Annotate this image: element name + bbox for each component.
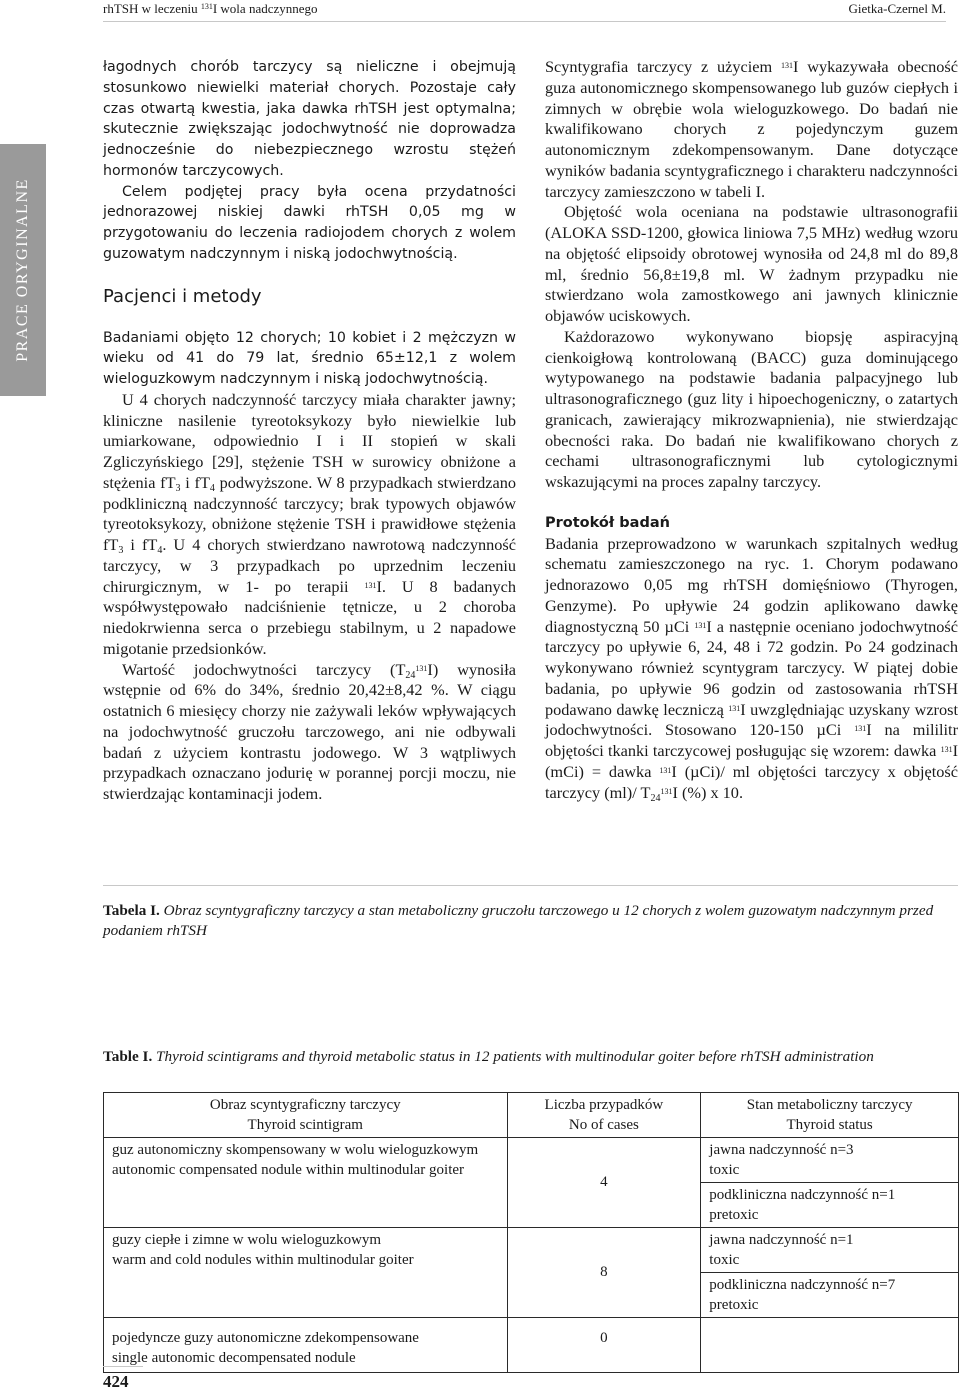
section-side-tab-label: PRACE ORYGINALNE: [14, 178, 31, 362]
text-run: Scyntygrafia tarczycy z użyciem: [545, 57, 781, 76]
scintigram-cell: [104, 1228, 508, 1318]
superscript: 131: [694, 620, 707, 630]
intro-paragraph-2: Celem podjętej pracy była ocena przydatności jednorazowej niskiej dawki rhTSH 0,05 mg w przygotowaniu do leczenia radiojodem chorych z wolem guzowatym nadczynnym i niską jodochwytnością.: [103, 183, 516, 262]
uptake-paragraph: [103, 660, 516, 805]
status-pl: jawna nadczynność n=1: [709, 1232, 854, 1248]
table-caption-en-text: Thyroid scintigrams and thyroid metabolic status in 12 patients with multinodular goiter before rhTSH administration: [156, 1048, 874, 1065]
patients-paragraph: Badaniami objęto 12 chorych; 10 kobiet i 2 mężczyzn w wieku od 41 do 79 lat, średnio 65±12,1 z wolem wieloguzkowym nadczynnym i niską jodochwytnością.: [103, 329, 516, 387]
section-side-tab: [0, 144, 46, 396]
table-caption-pl-text: Obraz scyntygraficzny tarczycy a stan metaboliczny gruczołu tarczowego u 12 chorych z wolem guzowatym nadczynnym przed podaniem rhTSH: [103, 902, 934, 939]
text-run: Badania przeprowadzono w warunkach szpitalnych według schematu zamieszczonego na ryc. 1. Chorym podawano jednorazowo 0,05 mg rhTSH domięśniowo (Thyrogen, Genzyme). Po upływie 24 godzin aplikowano dawkę diagnostyczną 50 µCi: [545, 533, 958, 636]
text-run: Wartość jodochwytności tarczycy (T: [122, 659, 406, 679]
table-caption-en-label: Table I.: [103, 1048, 153, 1065]
text-run: I wykazywała obecność guza autonomicznego skompensowanego lub guzów ciepłych i zimnych w obrębie wola wieloguzkowego. Do badań nie kwalifikowano chorych z pojedynczym guzem autonomicznym zdekompensowanym. Dane dotyczące wyników badania scyntygraficznego i charakteru nadczynności tarczycy zamieszczono w tabeli I.: [545, 57, 958, 201]
status-en: toxic: [709, 1162, 740, 1178]
table-caption-en: [103, 1047, 943, 1067]
table-row: [104, 1318, 959, 1373]
superscript: 131: [780, 61, 793, 70]
status-entry: [701, 1228, 958, 1272]
scintigram-pl: guzy ciepłe i zimne w wolu wieloguzkowym: [112, 1232, 382, 1248]
scintigram-en: warm and cold nodules within multinodular goiter: [112, 1252, 414, 1268]
table-header-row: [104, 1093, 959, 1138]
text-run: i fT: [180, 472, 210, 492]
superscript: 131: [660, 786, 673, 796]
table-row: [104, 1138, 959, 1228]
section-heading-patients-methods: Pacjenci i metody: [103, 285, 262, 307]
case-count-cell: 0: [507, 1318, 701, 1373]
text-run: i fT: [123, 535, 158, 554]
column-header-status: [701, 1093, 959, 1138]
scintigram-status-table: [103, 1092, 959, 1373]
scintigram-cell: [104, 1318, 508, 1373]
scintigram-pl: pojedyncze guzy autonomiczne zdekompensowane: [112, 1330, 419, 1346]
running-header: [103, 0, 946, 22]
table-caption-pl-label: Tabela I.: [103, 902, 160, 919]
header-label-pl: Stan metaboliczny tarczycy: [746, 1097, 913, 1113]
superscript: 131: [415, 663, 428, 673]
header-label-en: Thyroid scintigram: [247, 1117, 363, 1133]
column-header-scintigram: [104, 1093, 508, 1138]
header-label-en: No of cases: [568, 1117, 639, 1133]
status-entry: [701, 1182, 958, 1227]
header-label-en: Thyroid status: [786, 1117, 873, 1133]
header-title-end: I wola nadczynnego: [212, 1, 318, 16]
text-run: U 4 chorych nadczynność tarczycy miała charakter jawny; kliniczne nasilenie tyreotoksykozy było niewielkie lub umiarkowane, odpowiednio I i II stopień w skali Zgliczyńskiego [29], stężenie TSH w surowicy obniżone a stężenia fT: [103, 389, 516, 492]
text-run: . U 4 chorych stwierdzano nawrotową nadczynność tarczycy, w 3 przypadkach po uprzednim leczeniu chirurgicznym, w 1- po terapii: [103, 535, 516, 596]
case-count-cell: 4: [507, 1138, 701, 1228]
status-cell: [701, 1138, 959, 1228]
status-cell: [701, 1228, 959, 1318]
status-en: pretoxic: [709, 1207, 759, 1223]
caption-divider: [103, 885, 958, 886]
biopsy-paragraph: Każdorazowo wykonywano biopsję aspiracyjną cienkoigłową kontrolowaną (BACC) guza dominującego wytypowanego na podstawie badania palpacyjnego lub ultrasonograficznego (guz lity i hipoechogeniczny, o zatartych granicach, zawierający mikrozwapnienia), nie stwierdzając obecności raka. Do badań nie kwalifikowano chorych z cechami ultrasonograficznymi lub cytologicznymi wskazującymi na proces zapalny tarczycy.: [545, 326, 958, 491]
scintigram-pl: guz autonomiczny skompensowany w wolu wieloguzkowym: [112, 1142, 479, 1158]
subheading-study-protocol: Protokół badań: [545, 514, 670, 531]
intro-paragraph-1: łagodnych chorób tarczycy są nieliczne i obejmują stosunkowo niewielki materiał chorych. Pozostaje cały czas otwartą kwestia, jaka dawka rhTSH jest optymalna; skutecznie zwiększając jodochwytność nie doprowadza jednocześnie do niebezpiecznego wzrostu stężeń hormonów tarczycowych.: [103, 59, 516, 179]
text-run: I (µCi)/ ml objętości tarczycy x objętość tarczycy (ml)/ T: [545, 761, 958, 802]
status-pl: jawna nadczynność n=3: [709, 1142, 854, 1158]
text-run: podwyższone. W 8 przypadkach stwierdzano podkliniczną nadczynność tarczycy; brak typowych objawów tyreotoksykozy, obniżone stężenie TSH i prawidłowe stężenia fT: [103, 472, 516, 554]
status-entry: [701, 1272, 958, 1317]
header-label-pl: Obraz scyntygraficzny tarczycy: [209, 1097, 401, 1113]
text-run: I (mCi) = dawka: [545, 741, 958, 781]
left-column: [103, 57, 516, 805]
status-entry: [701, 1138, 958, 1182]
text-run: I (%) x 10.: [672, 782, 744, 802]
subscript: 3: [175, 482, 181, 494]
column-header-cases: [507, 1093, 701, 1138]
protocol-paragraph: [545, 534, 958, 804]
header-label-pl: Liczba przypadków: [544, 1097, 664, 1113]
header-isotope-sup: 131: [200, 2, 213, 11]
status-pl: podkliniczna nadczynność n=7: [709, 1277, 896, 1293]
subscript: 24: [405, 669, 416, 681]
subscript: 3: [118, 545, 124, 556]
superscript: 131: [364, 580, 377, 590]
superscript: 131: [728, 703, 741, 713]
goiter-volume-paragraph: Objętość wola oceniana na podstawie ultrasonografii (ALOKA SSD-1200, głowica liniowa 7,5 MHz) według wzoru na objętość elipsoidy obrotowej wynosiła od 24,8 ml do 89,8 ml, średnio 56,8±19,8 ml. W żadnym przypadku nie stwierdzano wola zamostkowego ani jawnych klinicznie objawów uciskowych.: [545, 202, 958, 325]
status-en: pretoxic: [709, 1297, 759, 1313]
table-caption-pl: [103, 901, 943, 941]
text-run: I) wynosiła wstępnie od 6% do 34%, średnio 20,42±8,42 %. W ciągu ostatnich 6 miesięcy chorzy nie zażywali leków wpływających na jodochwytność gruczołu tarczowego, ani nie odbywali badań z użyciem kontrastu jodowego. W 3 wątpliwych przypadkach oznaczano jodurię w porannej porcji moczu, nie stwierdzając kontaminacji jodem.: [103, 659, 517, 803]
page-number: 424: [103, 1372, 129, 1391]
superscript: 131: [659, 765, 672, 775]
subscript: 24: [650, 792, 661, 804]
page-number-rule: [103, 1366, 143, 1367]
running-header-title: [103, 0, 318, 17]
status-pl: podkliniczna nadczynność n=1: [709, 1187, 896, 1203]
status-cell: [701, 1318, 959, 1373]
text-run: I. U 8 badanych współwystępowało nadciśnienie tętnicze, u 2 choroba niedokrwienna serca o przebiegu stabilnym, u 2 napadowe migotanie przedsionków.: [103, 576, 516, 658]
subscript: 4: [157, 545, 163, 556]
hyperthyroidism-paragraph: [103, 390, 516, 660]
right-column: [545, 57, 958, 803]
superscript: 131: [854, 724, 867, 734]
scintigram-cell: [104, 1138, 508, 1228]
header-title-start: rhTSH w leczeniu: [103, 1, 201, 16]
scintigraphy-paragraph: [545, 57, 958, 202]
subscript: 4: [209, 482, 215, 494]
text-run: I a następnie oceniano jodochwytność tarczycy po upływie 6, 24, 48 i 72 godzin. Po 24 godzinach wykonywano również scyntygram tarczycy. W piątej dobie badania, po upływie 96 godzin od zastosowania rhTSH podawano dawkę leczniczą: [545, 616, 958, 719]
superscript: 131: [940, 745, 953, 754]
scintigram-en: single autonomic decompensated nodule: [112, 1350, 356, 1366]
table-row: [104, 1228, 959, 1318]
text-run: I uwzględniając uzyskany wzrost jodochwytności. Stosowano 120-150 µCi: [545, 699, 958, 740]
running-header-author: Gietka-Czernel M.: [848, 1, 946, 16]
table-i: [103, 1092, 959, 1373]
case-count-cell: 8: [507, 1228, 701, 1318]
status-en: toxic: [709, 1252, 740, 1268]
scintigram-en: autonomic compensated nodule within multinodular goiter: [112, 1162, 465, 1178]
text-run: I na mililitr objętości tkanki tarczycowej posługując się wzorem: dawka: [545, 720, 959, 760]
